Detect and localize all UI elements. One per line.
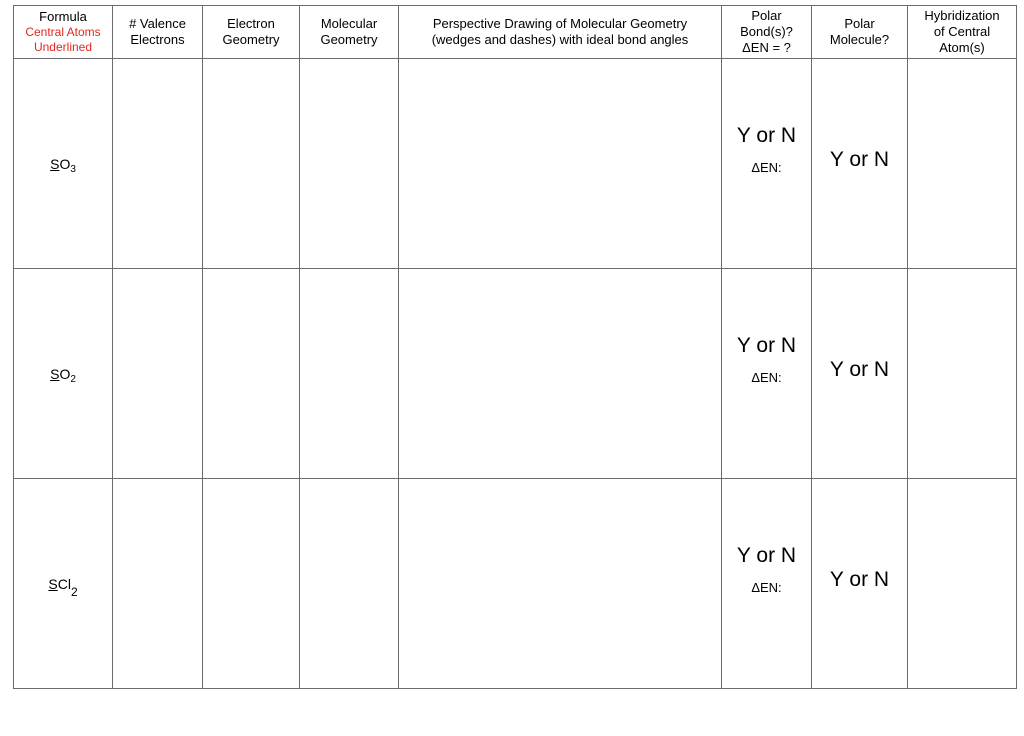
header-polar-molecule: [812, 6, 908, 59]
polar-molecule-cell[interactable]: [812, 479, 908, 689]
header-hyb-line3: Atom(s): [939, 40, 985, 55]
hybridization-cell[interactable]: [908, 269, 1017, 479]
polar-bonds-choice[interactable]: Y or N: [736, 544, 797, 567]
header-polar-bonds-line3: ΔEN = ?: [742, 40, 791, 55]
polar-molecule-choice[interactable]: Y or N: [829, 567, 890, 591]
header-polar-bonds-line2: Bond(s)?: [740, 24, 793, 39]
header-drawing-line1: Perspective Drawing of Molecular Geometry: [432, 16, 688, 31]
delta-en-label: ΔEN:: [751, 160, 782, 175]
header-electron-geometry: [203, 6, 300, 59]
formula-so2: [50, 365, 76, 385]
molecular-geometry-cell[interactable]: [300, 269, 399, 479]
central-atom: S: [48, 575, 58, 592]
polar-bonds-cell[interactable]: [722, 479, 812, 689]
header-mg-line1: Molecular: [320, 16, 378, 31]
drawing-cell[interactable]: [399, 479, 722, 689]
polar-molecule-cell[interactable]: [812, 269, 908, 479]
formula-cell: [14, 59, 113, 269]
header-polar-bonds-line1: Polar: [751, 8, 782, 23]
valence-electrons-cell[interactable]: [113, 269, 203, 479]
header-perspective-drawing: [399, 6, 722, 59]
header-formula: [14, 6, 113, 59]
polar-bonds-cell[interactable]: [722, 269, 812, 479]
header-formula-label: Formula: [39, 9, 87, 24]
molecular-geometry-cell[interactable]: [300, 479, 399, 689]
electron-geometry-cell[interactable]: [203, 59, 300, 269]
header-hyb-line1: Hybridization: [924, 8, 1000, 23]
header-valence-line2: Electrons: [130, 32, 185, 47]
polar-bonds-choice[interactable]: Y or N: [736, 334, 797, 357]
central-atom: S: [50, 155, 60, 172]
polar-bonds-choice[interactable]: Y or N: [736, 124, 797, 147]
formula-subscript: 2: [70, 373, 76, 385]
polar-molecule-cell[interactable]: [812, 59, 908, 269]
electron-geometry-cell[interactable]: [203, 479, 300, 689]
header-valence-electrons: [113, 6, 203, 59]
formula-rest: O: [59, 155, 71, 172]
table-row: [14, 479, 1017, 689]
header-underlined-note: Underlined: [33, 40, 93, 54]
header-polar-mol-line2: Molecule?: [829, 32, 890, 47]
formula-scl2: [48, 575, 78, 599]
header-eg-line1: Electron: [227, 16, 275, 31]
header-eg-line2: Geometry: [222, 32, 280, 47]
molecular-geometry-cell[interactable]: [300, 59, 399, 269]
valence-electrons-cell[interactable]: [113, 59, 203, 269]
hybridization-cell[interactable]: [908, 59, 1017, 269]
header-mg-line2: Geometry: [320, 32, 378, 47]
header-central-atoms-note: Central Atoms: [25, 25, 101, 39]
delta-en-label: ΔEN:: [751, 580, 782, 595]
header-molecular-geometry: [300, 6, 399, 59]
drawing-cell[interactable]: [399, 269, 722, 479]
formula-rest: Cl: [57, 575, 71, 592]
delta-en-label: ΔEN:: [751, 370, 782, 385]
drawing-cell[interactable]: [399, 59, 722, 269]
header-polar-bonds: [722, 6, 812, 59]
formula-rest: O: [59, 365, 71, 382]
formula-cell: [14, 479, 113, 689]
polar-bonds-cell[interactable]: [722, 59, 812, 269]
polar-molecule-choice[interactable]: Y or N: [829, 147, 890, 171]
table-row: [14, 59, 1017, 269]
polar-molecule-choice[interactable]: Y or N: [829, 357, 890, 381]
table-row: [14, 269, 1017, 479]
worksheet-table: [13, 5, 1017, 689]
header-hybridization: [908, 6, 1017, 59]
central-atom: S: [50, 365, 60, 382]
electron-geometry-cell[interactable]: [203, 269, 300, 479]
header-valence-line1: # Valence: [129, 16, 186, 31]
hybridization-cell[interactable]: [908, 479, 1017, 689]
formula-cell: [14, 269, 113, 479]
header-drawing-line2: (wedges and dashes) with ideal bond angles: [431, 32, 689, 47]
valence-electrons-cell[interactable]: [113, 479, 203, 689]
formula-so3: [50, 155, 76, 175]
header-polar-mol-line1: Polar: [844, 16, 875, 31]
formula-subscript: 3: [70, 163, 76, 175]
header-hyb-line2: of Central: [933, 24, 991, 39]
formula-subscript: 2: [70, 584, 78, 599]
header-row: [14, 6, 1017, 59]
